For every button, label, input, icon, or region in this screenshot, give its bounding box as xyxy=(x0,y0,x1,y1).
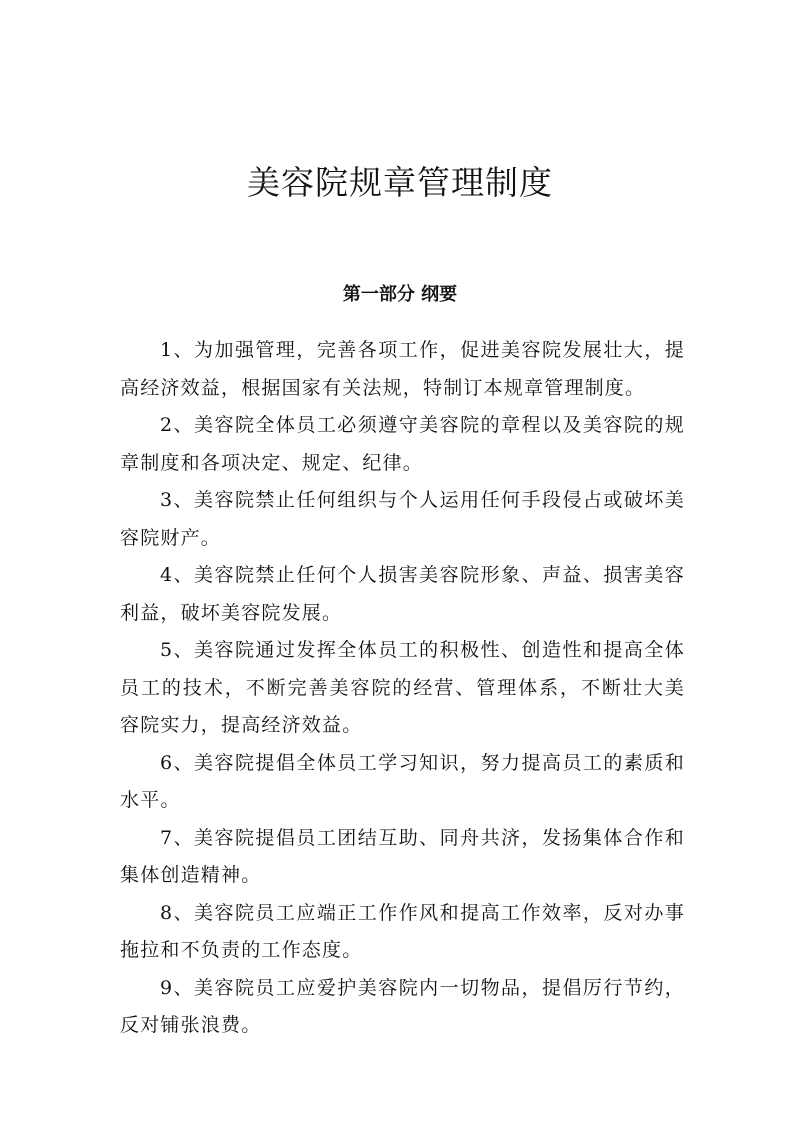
section-heading: 第一部分 纲要 xyxy=(342,284,458,305)
clause-6: 6、美容院提倡全体员工学习知识，努力提高员工的素质和水平。 xyxy=(120,751,685,811)
clause-9: 9、美容院员工应爱护美容院内一切物品，提倡厉行节约，反对铺张浪费。 xyxy=(120,976,685,1036)
clause-list xyxy=(120,332,685,1045)
clause-4: 4、美容院禁止任何个人损害美容院形象、声益、损害美容利益，破坏美容院发展。 xyxy=(120,564,685,624)
clause-1: 1、为加强管理，完善各项工作，促进美容院发展壮大，提高经济效益，根据国家有关法规，特制订本规章管理制度。 xyxy=(120,339,685,399)
clause-7: 7、美容院提倡员工团结互助、同舟共济，发扬集体合作和集体创造精神。 xyxy=(120,826,685,886)
clause-5: 5、美容院通过发挥全体员工的积极性、创造性和提高全体员工的技术，不断完善美容院的经营、管理体系，不断壮大美容院实力，提高经济效益。 xyxy=(120,639,685,736)
document-title: 美容院规章管理制度 xyxy=(247,163,553,202)
clause-3: 3、美容院禁止任何组织与个人运用任何手段侵占或破坏美容院财产。 xyxy=(120,489,685,549)
clause-2: 2、美容院全体员工必须遵守美容院的章程以及美容院的规章制度和各项决定、规定、纪律。 xyxy=(120,414,685,474)
clause-8: 8、美容院员工应端正工作作风和提高工作效率，反对办事拖拉和不负责的工作态度。 xyxy=(120,901,685,961)
